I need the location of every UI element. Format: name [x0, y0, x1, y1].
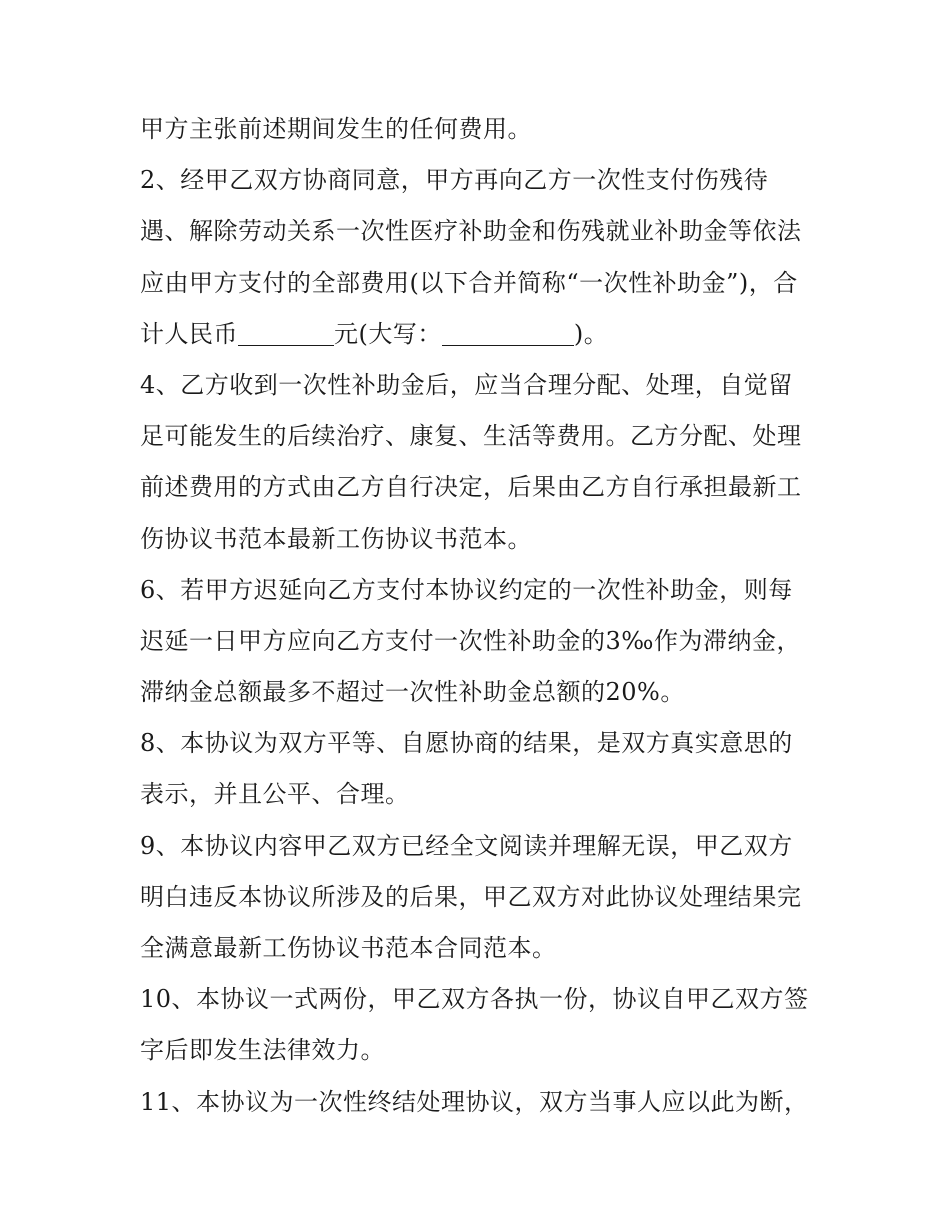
text-line-15: 9、本协议内容甲乙双方已经全文阅读并理解无误，甲乙双方 — [140, 831, 793, 860]
document-body — [140, 104, 820, 1128]
text-line-10: 6、若甲方迟延向乙方支付本协议约定的一次性补助金，则每 — [140, 575, 793, 604]
text-line-11: 迟延一日甲方应向乙方支付一次性补助金的3‰作为滞纳金， — [140, 626, 801, 655]
text-line-16: 明白违反本协议所涉及的后果，甲乙双方对此协议处理结果完 — [140, 882, 802, 911]
text-line-8: 前述费用的方式由乙方自行决定，后果由乙方自行承担最新工 — [140, 473, 802, 502]
text-line-6: 4、乙方收到一次性补助金后，应当合理分配、处理，自觉留 — [140, 370, 793, 399]
text-line-18: 10、本协议一式两份，甲乙双方各执一份，协议自甲乙双方签 — [140, 985, 809, 1014]
amount-blank-field — [238, 321, 334, 346]
text-line-3: 遇、解除劳动关系一次性医疗补助金和伤残就业补助金等依法 — [140, 217, 802, 246]
text-line-12: 滞纳金总额最多不超过一次性补助金总额的20%。 — [140, 678, 685, 707]
text-line-19: 字后即发生法律效力。 — [140, 1036, 385, 1065]
text-line-1: 甲方主张前述期间发生的任何费用。 — [140, 115, 532, 143]
amount-prefix-text: 计人民币 — [140, 319, 238, 348]
text-line-2: 2、经甲乙双方协商同意，甲方再向乙方一次性支付伤残待 — [140, 166, 769, 195]
text-line-4: 应由甲方支付的全部费用(以下合并简称“一次性补助金”)，合 — [140, 268, 798, 297]
text-line-13: 8、本协议为双方平等、自愿协商的结果，是双方真实意思的 — [140, 729, 793, 758]
amount-words-text: 元(大写： — [334, 319, 442, 348]
text-line-9: 伤协议书范本最新工伤协议书范本。 — [140, 524, 532, 553]
amount-words-blank-field — [442, 321, 574, 346]
text-line-5-amount — [140, 309, 820, 360]
text-line-14: 表示，并且公平、合理。 — [140, 780, 410, 809]
text-line-17: 全满意最新工伤协议书范本合同范本。 — [140, 934, 557, 962]
amount-suffix-text: )。 — [573, 319, 609, 348]
text-line-20: 11、本协议为一次性终结处理协议，双方当事人应以此为断， — [140, 1087, 809, 1116]
text-line-7: 足可能发生的后续治疗、康复、生活等费用。乙方分配、处理 — [140, 422, 802, 451]
